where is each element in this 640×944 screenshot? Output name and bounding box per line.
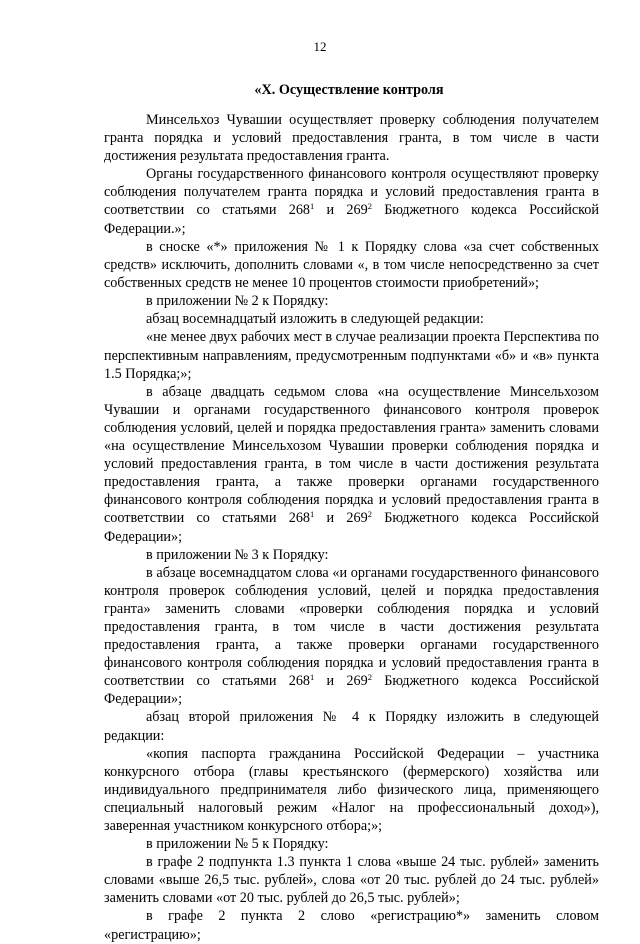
paragraph: абзац второй приложения № 4 к Порядку изложить в следующей редакции: (104, 709, 599, 744)
section-body-1 (104, 111, 599, 238)
paragraph: в графе 2 пункта 2 слово «регистрацию*» заменить словом «регистрацию»; (104, 908, 599, 943)
page-number: 12 (313, 39, 327, 54)
paragraph: Минсельхоз Чувашии осуществляет проверку соблюдения получателем гранта порядка и условий предоставления гранта, в том числе в части достижения результата предоставления гранта. (104, 112, 599, 165)
section-title: «X. Осуществление контроля (254, 82, 444, 98)
paragraph: в сноске «*» приложения № 1 к Порядку слова «за счет собственных средств» исключить, дополнить словами «, в том числе непосредственно за счет собственных средств не менее 10 процентов стоимости приобретений»; (104, 239, 599, 292)
paragraph: в графе 2 подпункта 1.3 пункта 1 слова «выше 24 тыс. рублей» заменить словами «выше 26,5 тыс. рублей», слова «от 20 тыс. рублей до 24 тыс. рублей» заменить словами «от 20 тыс. рублей до 26,5 тыс. рублей»; (104, 854, 599, 907)
paragraph: Органы государственного финансового контроля осуществляют проверку соблюдения получателем гранта порядка и условий предоставления гранта в соответствии со статьями $268^1$ и $269^2$ Бюджетного кодекса Российской Федерации.»; (104, 166, 599, 237)
section-body-2 (104, 238, 599, 944)
paragraph: «не менее двух рабочих мест в случае реализации проекта Перспектива по перспективным направлениям, предусмотренным подпунктами «б» и «в» пункта 1.5 Порядка;»; (104, 329, 599, 382)
paragraph: в абзаце восемнадцатом слова «и органами государственного финансового контроля проверок соблюдения условий, целей и порядка предоставления гранта» заменить словами «проверки соблюдения порядка и условий предоставления гранта, в том числе в части достижения результата предоставления гранта, а также проверки органами государственного финансового контроля соблюдения порядка и условий предоставления гранта в соответствии со статьями $268^1$ и $269^2$ Бюджетного кодекса Российской Федерации»; (104, 564, 599, 708)
paragraph: в приложении № 5 к Порядку: (146, 836, 329, 853)
paragraph: «копия паспорта гражданина Российской Федерации – участника конкурсного отбора (главы крестьянского (фермерского) хозяйства или индивидуального предпринимателя либо физического лица, применяющего специальный налоговый режим «Налог на профессиональный доход»), заверенная участником конкурсного отбора;»; (104, 745, 599, 834)
paragraph: в приложении № 3 к Порядку: (146, 546, 329, 563)
paragraph: в абзаце двадцать седьмом слова «на осуществление Минсельхозом Чувашии и органами государственного финансового контроля проверок соблюдения условий, целей и порядка предоставления гранта» заменить словами «на осуществление Минсельхозом Чувашии проверки соблюдения порядка и условий предоставления гранта, в том числе в части достижения результата предоставления гранта, а также проверки органами государственного финансового контроля соблюдения порядка и условий предоставления гранта в соответствии со статьями $268^1$ и $269^2$ Бюджетного кодекса Российской Федерации»; (104, 383, 599, 545)
paragraph: абзац восемнадцатый изложить в следующей редакции: (146, 311, 484, 328)
paragraph: в приложении № 2 к Порядку: (146, 293, 329, 310)
